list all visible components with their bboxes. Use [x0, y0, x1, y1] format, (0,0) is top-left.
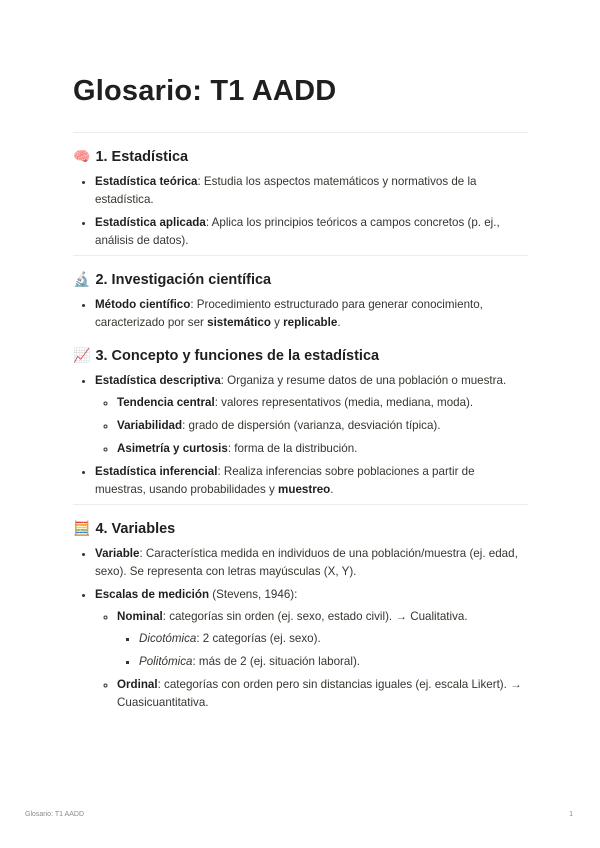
definition: : valores representativos (media, mediana, moda).	[214, 396, 474, 409]
sub-list	[95, 608, 528, 712]
definition: .	[337, 316, 341, 329]
section-1-list	[73, 173, 528, 250]
section-heading-text: 4. Variables	[95, 521, 176, 537]
term: Variabilidad	[117, 419, 183, 432]
list-item	[95, 372, 528, 458]
definition: y	[270, 316, 284, 329]
page-number: 1	[569, 811, 573, 818]
section-heading-investigacion	[73, 270, 528, 290]
document-page	[73, 70, 528, 717]
definition: : Aplica los principios teóricos a campos concretos (p. ej., análisis de datos).	[95, 216, 500, 247]
section-2-list	[73, 296, 528, 332]
microscope-icon: 🔬	[73, 272, 91, 288]
term: Tendencia central	[117, 396, 215, 409]
list-item	[117, 394, 528, 412]
definition: : categorías con orden pero sin distancias iguales (ej. escala Likert). → Cuasicuantitativa.	[117, 678, 522, 709]
section-heading-text: 2. Investigación científica	[95, 272, 272, 288]
sub-sub-list	[117, 630, 528, 671]
section-3-list	[73, 372, 528, 499]
list-item	[95, 463, 528, 499]
definition: : categorías sin orden (ej. sexo, estado civil). → Cualitativa.	[162, 610, 468, 623]
definition: .	[330, 483, 334, 496]
section-heading-text: 3. Concepto y funciones de la estadística	[95, 348, 380, 364]
bold-word: sistemático	[207, 316, 271, 329]
section-heading-text: 1. Estadística	[95, 149, 189, 165]
list-item	[95, 173, 528, 209]
definition: : forma de la distribución.	[227, 442, 358, 455]
term: Nominal	[117, 610, 163, 623]
definition: : grado de dispersión (varianza, desviación típica).	[182, 419, 441, 432]
definition: : 2 categorías (ej. sexo).	[196, 632, 321, 645]
list-item	[95, 296, 528, 332]
term: Escalas de medición	[95, 588, 210, 601]
term: Método científico	[95, 298, 191, 311]
list-item	[95, 545, 528, 581]
definition: : Procedimiento estructurado para generar conocimiento, caracterizado por ser	[95, 298, 483, 329]
term: Dicotómica	[139, 632, 197, 645]
section-divider	[73, 255, 528, 256]
bold-word: replicable	[283, 316, 338, 329]
list-item	[139, 653, 528, 671]
definition: : Característica medida en individuos de una población/muestra (ej. edad, sexo). Se representa con letras mayúsculas (X, Y).	[95, 547, 518, 578]
footer-title: Glosario: T1 AADD	[25, 811, 85, 818]
section-divider	[73, 504, 528, 505]
sub-list	[95, 394, 528, 458]
term: Variable	[95, 547, 140, 560]
section-4-list	[73, 545, 528, 712]
list-item	[95, 214, 528, 250]
list-item	[117, 608, 528, 671]
bold-word: muestreo	[278, 483, 331, 496]
term: Estadística inferencial	[95, 465, 218, 478]
abacus-icon: 🧮	[73, 521, 91, 537]
list-item	[117, 417, 528, 435]
page-title: Glosario: T1 AADD	[73, 75, 337, 107]
definition: : más de 2 (ej. situación laboral).	[192, 655, 361, 668]
section-heading-concepto	[73, 346, 528, 366]
definition: (Stevens, 1946):	[209, 588, 298, 601]
term: Estadística teórica	[95, 175, 198, 188]
definition: : Realiza inferencias sobre poblaciones a partir de muestras, usando probabilidades y	[95, 465, 475, 496]
term: Estadística aplicada	[95, 216, 206, 229]
chart-increasing-icon: 📈	[73, 348, 91, 364]
definition: : Estudia los aspectos matemáticos y normativos de la estadística.	[95, 175, 477, 206]
term: Asimetría y curtosis	[117, 442, 228, 455]
section-heading-estadistica	[73, 147, 528, 167]
list-item	[117, 676, 528, 712]
definition: : Organiza y resume datos de una población o muestra.	[220, 374, 507, 387]
section-heading-variables	[73, 519, 528, 539]
term: Estadística descriptiva	[95, 374, 221, 387]
list-item	[95, 586, 528, 712]
term: Ordinal	[117, 678, 158, 691]
list-item	[117, 440, 528, 458]
list-item	[139, 630, 528, 648]
brain-icon: 🧠	[73, 149, 91, 165]
term: Politómica	[139, 655, 193, 668]
title-divider	[73, 132, 528, 133]
